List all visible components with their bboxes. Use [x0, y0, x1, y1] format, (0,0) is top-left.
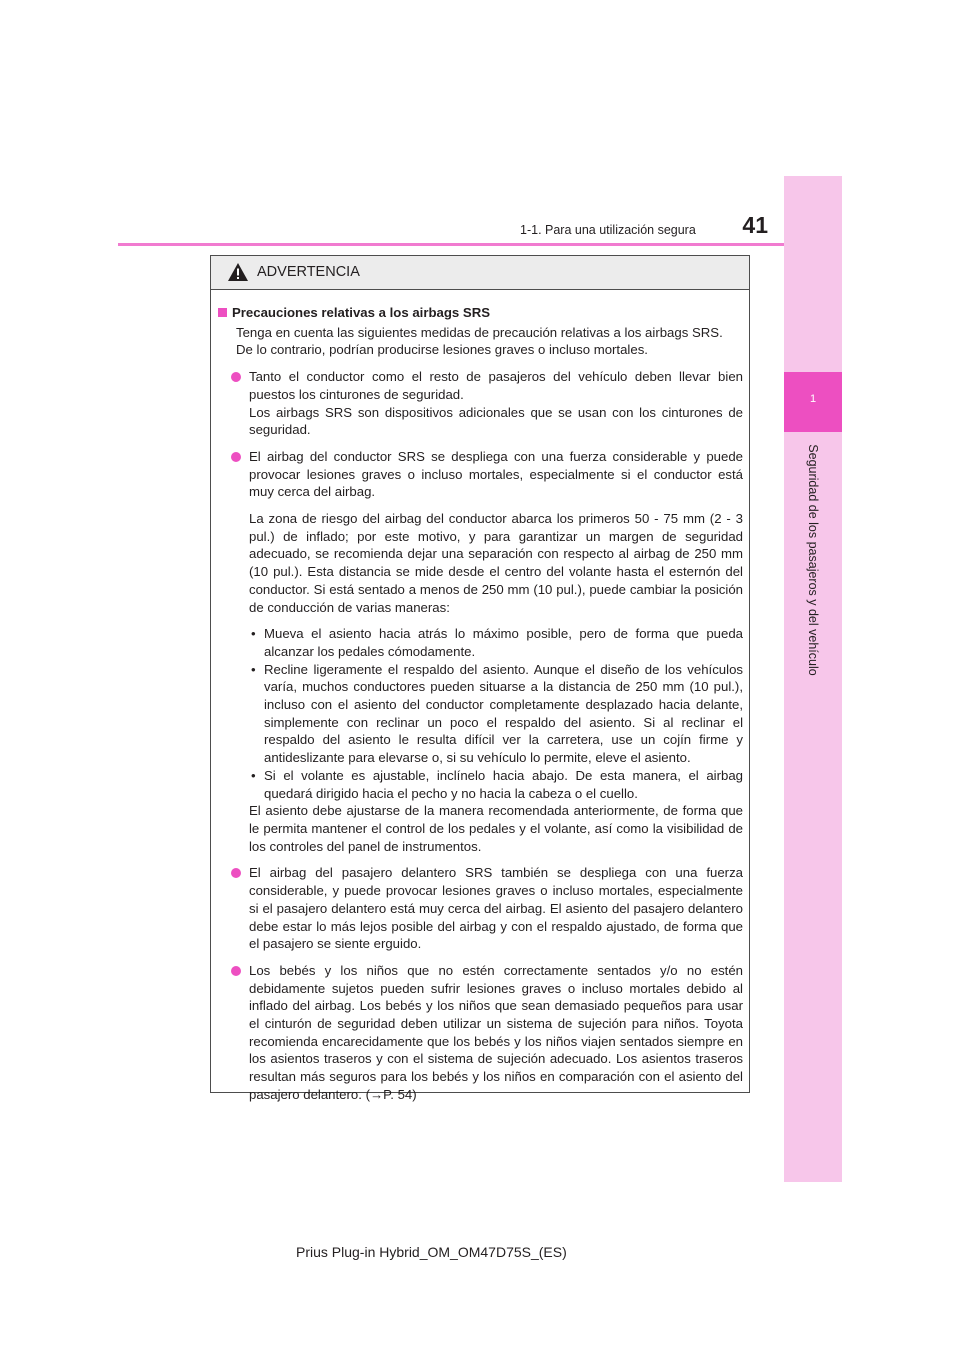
bullet-text	[249, 962, 743, 1104]
bullet-item	[218, 368, 743, 439]
sub-bullet-mark: •	[251, 767, 256, 783]
bullet-item	[218, 864, 743, 953]
sub-item	[218, 661, 743, 767]
sub-text: Recline ligeramente el respaldo del asiento. Aunque el diseño de los vehículos varía, muchos conductores pueden situarse a la distancia de 250 mm (10 pul.), incluso con el asiento del conductor completamente desplazado hacia delante, simplemente con reclinar un poco el respaldo del asiento. Si al reclinar el respaldo del asiento le resulta difícil ver la carretera, use un cojín firme y antideslizante para elevarse o, si su vehículo lo permite, eleve el asiento.	[264, 661, 743, 766]
side-tab-band	[784, 176, 842, 1182]
footer-doc-id: Prius Plug-in Hybrid_OM_OM47D75S_(ES)	[296, 1244, 567, 1260]
intro-line: Tenga en cuenta las siguientes medidas de precaución relativas a los airbags SRS.	[236, 324, 723, 340]
bullet-text: Los airbags SRS son dispositivos adicionales que se usan con los cinturones de seguridad.	[249, 404, 743, 438]
bullet-paragraph: La zona de riesgo del airbag del conductor abarca los primeros 50 - 75 mm (2 - 3 pul.) de inflado; por este motivo, y para garantizar un margen de seguridad adecuado, se recomienda dejar una separación con respecto al airbag de 250 mm (10 pul.). Esta distancia se mide desde el centro del volante hasta el esternón del conductor. Si está sentado a menos de 250 mm (10 pul.), puede cambiar la posición de conducción de varias maneras:	[249, 511, 743, 615]
bullet-item	[218, 962, 743, 1104]
warning-title	[218, 304, 743, 322]
page-number: 41	[742, 212, 768, 238]
sub-text: Mueva el asiento hacia atrás lo máximo posible, pero de forma que pueda alcanzar los pedales cómodamente.	[264, 626, 743, 659]
sub-bullet-mark: •	[251, 626, 256, 642]
sub-item	[218, 767, 743, 802]
circle-bullet-icon	[231, 966, 241, 976]
bullet-item	[218, 448, 743, 501]
bullet-text-main: Los bebés y los niños que no estén correctamente sentados y/o no estén debidamente sujetos pueden sufrir lesiones graves o incluso mortales debido al inflado del airbag. Los bebés y los niños que sean demasiado pequeños para usar el cinturón de seguridad deben utilizar un sistema de sujeción para niños. Toyota recomienda encarecidamente que los bebés y los niños viajen sentados siempre en los asientos traseros y con el sistema de sujeción adecuado. Los asientos traseros resultan más seguros para los bebés y los niños en comparación con el asiento del pasajero delantero.	[249, 962, 743, 1102]
section-title: 1-1. Para una utilización segura	[520, 223, 696, 237]
sub-item	[218, 625, 743, 660]
sub-bullet-mark: •	[251, 661, 256, 677]
page-reference-link[interactable]: (→P. 54)	[365, 1086, 417, 1102]
warning-label: ADVERTENCIA	[257, 264, 360, 280]
bullet-text: El airbag del pasajero delantero SRS también se despliega con una fuerza considerable, y puede provocar lesiones graves o incluso mortales, especialmente si el pasajero delantero está muy cerca del airbag. El asiento del pasajero delantero debe estar lo más lejos posible del airbag y con el respaldo ajustado, de forma que el pasajero se siente erguido.	[249, 865, 743, 952]
warning-header	[211, 256, 749, 290]
chapter-title: Seguridad de los pasajeros y del vehículo	[806, 444, 820, 676]
header-rule	[118, 243, 784, 246]
circle-bullet-icon	[231, 452, 241, 462]
bullet-text: El airbag del conductor SRS se despliega con una fuerza considerable y puede provocar lesiones graves o incluso mortales, especialmente si el conductor está muy cerca del airbag.	[249, 448, 743, 500]
warning-title-text: Precauciones relativas a los airbags SRS	[232, 305, 491, 320]
warning-box	[210, 255, 750, 1102]
square-bullet-icon	[218, 308, 227, 317]
bullet-paragraph: El asiento debe ajustarse de la manera recomendada anteriormente, de forma que le permita mantener el control de los pedales y el volante, así como la visibilidad de los controles del panel de instrumentos.	[249, 803, 743, 854]
warning-triangle-icon	[227, 262, 249, 282]
circle-bullet-icon	[231, 868, 241, 878]
intro-line: De lo contrario, podrían producirse lesiones graves o incluso mortales.	[236, 342, 648, 358]
bullet-text: Tanto el conductor como el resto de pasajeros del vehículo deben llevar bien puestos los cinturones de seguridad.	[249, 369, 743, 402]
warning-body	[211, 290, 749, 1104]
chapter-number: 1	[809, 393, 817, 405]
sub-text: Si el volante es ajustable, inclínelo hacia abajo. De esta manera, el airbag quedará dirigido hacia el pecho y no hacia la cabeza o el cuello.	[264, 767, 743, 801]
circle-bullet-icon	[231, 372, 241, 382]
